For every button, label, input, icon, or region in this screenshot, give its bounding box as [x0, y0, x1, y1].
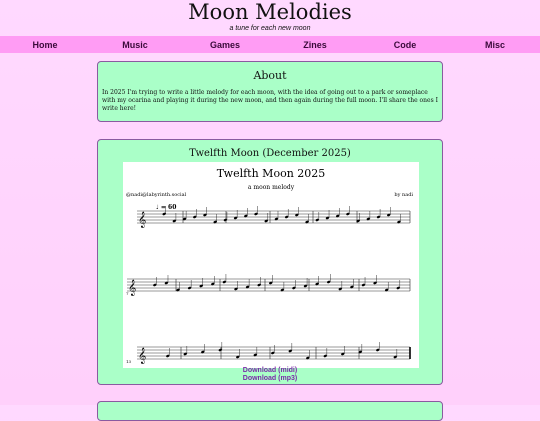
treble-clef-icon: 𝄞 [138, 348, 147, 364]
moon-panel [97, 139, 443, 385]
about-heading: About [253, 69, 287, 82]
nav-games-link[interactable]: Games [209, 39, 241, 50]
moon-heading: Twelfth Moon (December 2025) [189, 148, 351, 159]
music-staves [127, 206, 410, 364]
score-title: Twelfth Moon 2025 [216, 167, 326, 180]
main-nav [0, 36, 540, 53]
nav-music-link[interactable]: Music [122, 39, 148, 50]
sheet-music-svg [123, 162, 419, 368]
downloads [98, 367, 442, 383]
nav-zines-link[interactable]: Zines [303, 39, 327, 50]
about-panel [97, 61, 443, 122]
treble-clef-icon: 𝄞 [138, 212, 147, 228]
nav-misc-link[interactable]: Misc [484, 39, 505, 50]
score-left-credit: @nadi@labyrinth.social [126, 192, 187, 198]
nav-home-link[interactable]: Home [32, 39, 58, 50]
score-right-credit: by nadi [394, 192, 413, 198]
nav-code-link[interactable]: Code [393, 39, 417, 50]
site-tagline: a tune for each new moon [229, 25, 311, 32]
next-panel [97, 401, 443, 421]
sheet-music-image [123, 162, 419, 368]
measure-number-13: 13 [126, 359, 132, 364]
download-midi-link[interactable]: Download (midi) [242, 367, 298, 374]
treble-clef-icon: 𝄞 [128, 280, 137, 296]
score-tempo: ♩ = 60 [156, 204, 177, 211]
about-text: In 2025 I'm trying to write a little melody for each moon, with the idea of going out to a park or someplace with my ocarina and playing it during the new moon, and then again during the full moon. I'll share the ones I write here! [102, 89, 438, 112]
measure-number-7: 7 [126, 291, 129, 296]
site-title: Moon Melodies [188, 0, 352, 24]
download-mp3-link[interactable]: Download (mp3) [242, 375, 298, 382]
score-subtitle: a moon melody [247, 184, 295, 191]
